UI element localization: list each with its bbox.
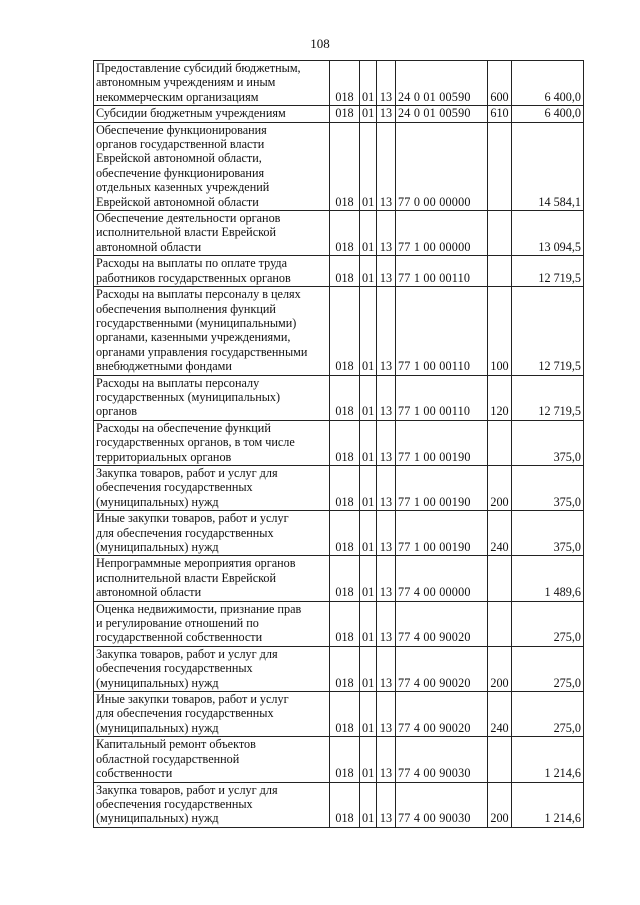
amount-cell: 6 400,0	[512, 61, 584, 106]
amount-cell: 375,0	[512, 465, 584, 510]
amount-cell: 275,0	[512, 601, 584, 646]
amount-cell: 13 094,5	[512, 211, 584, 256]
subsection-code-cell: 13	[377, 420, 396, 465]
target-article-cell: 77 4 00 90030	[396, 737, 488, 782]
section-code-cell: 01	[360, 287, 377, 375]
grbs-code-cell: 018	[330, 465, 360, 510]
expense-name-cell: Закупка товаров, работ и услуг для обеспечения государственных (муниципальных) нужд	[94, 465, 330, 510]
expense-type-cell: 120	[488, 375, 512, 420]
table-row	[94, 211, 584, 256]
expense-name-cell: Непрограммные мероприятия органов исполнительной власти Еврейской автономной области	[94, 556, 330, 601]
amount-cell: 12 719,5	[512, 375, 584, 420]
subsection-code-cell: 13	[377, 601, 396, 646]
target-article-cell: 77 4 00 90020	[396, 646, 488, 691]
expense-name-cell: Предоставление субсидий бюджетным, автономным учреждениям и иным некоммерческим организациям	[94, 61, 330, 106]
target-article-cell: 77 4 00 90020	[396, 601, 488, 646]
subsection-code-cell: 13	[377, 256, 396, 287]
section-code-cell: 01	[360, 646, 377, 691]
expense-name-cell: Субсидии бюджетным учреждениям	[94, 106, 330, 122]
grbs-code-cell: 018	[330, 556, 360, 601]
subsection-code-cell: 13	[377, 287, 396, 375]
grbs-code-cell: 018	[330, 122, 360, 210]
target-article-cell: 24 0 01 00590	[396, 106, 488, 122]
subsection-code-cell: 13	[377, 122, 396, 210]
amount-cell: 1 489,6	[512, 556, 584, 601]
section-code-cell: 01	[360, 511, 377, 556]
table-row	[94, 256, 584, 287]
grbs-code-cell: 018	[330, 211, 360, 256]
target-article-cell: 77 4 00 90020	[396, 692, 488, 737]
amount-cell: 275,0	[512, 692, 584, 737]
table-row	[94, 646, 584, 691]
expense-type-cell: 200	[488, 646, 512, 691]
expense-type-cell	[488, 420, 512, 465]
expense-name-cell: Обеспечение функционирования органов государственной власти Еврейской автономной области, обеспечение функционирования отдельных казенных учреждений Еврейской автономной области	[94, 122, 330, 210]
expense-name-cell: Закупка товаров, работ и услуг для обеспечения государственных (муниципальных) нужд	[94, 782, 330, 827]
expense-name-cell: Иные закупки товаров, работ и услуг для обеспечения государственных (муниципальных) нужд	[94, 692, 330, 737]
amount-cell: 275,0	[512, 646, 584, 691]
subsection-code-cell: 13	[377, 737, 396, 782]
section-code-cell: 01	[360, 122, 377, 210]
target-article-cell: 24 0 01 00590	[396, 61, 488, 106]
section-code-cell: 01	[360, 692, 377, 737]
amount-cell: 1 214,6	[512, 737, 584, 782]
target-article-cell: 77 4 00 90030	[396, 782, 488, 827]
target-article-cell: 77 1 00 00190	[396, 511, 488, 556]
expense-name-cell: Закупка товаров, работ и услуг для обеспечения государственных (муниципальных) нужд	[94, 646, 330, 691]
expense-name-cell: Оценка недвижимости, признание прав и регулирование отношений по государственной собственности	[94, 601, 330, 646]
section-code-cell: 01	[360, 465, 377, 510]
expense-name-cell: Иные закупки товаров, работ и услуг для обеспечения государственных (муниципальных) нужд	[94, 511, 330, 556]
grbs-code-cell: 018	[330, 692, 360, 737]
section-code-cell: 01	[360, 601, 377, 646]
table-row	[94, 375, 584, 420]
target-article-cell: 77 1 00 00110	[396, 287, 488, 375]
section-code-cell: 01	[360, 375, 377, 420]
expense-name-cell: Расходы на обеспечение функций государственных органов, в том числе территориальных органов	[94, 420, 330, 465]
table-row	[94, 420, 584, 465]
expense-type-cell	[488, 122, 512, 210]
grbs-code-cell: 018	[330, 256, 360, 287]
table-row	[94, 287, 584, 375]
target-article-cell: 77 1 00 00110	[396, 256, 488, 287]
expense-type-cell: 240	[488, 692, 512, 737]
subsection-code-cell: 13	[377, 465, 396, 510]
expense-type-cell	[488, 211, 512, 256]
grbs-code-cell: 018	[330, 782, 360, 827]
target-article-cell: 77 1 00 00110	[396, 375, 488, 420]
section-code-cell: 01	[360, 782, 377, 827]
expense-type-cell: 600	[488, 61, 512, 106]
table-row	[94, 692, 584, 737]
section-code-cell: 01	[360, 737, 377, 782]
expense-type-cell	[488, 556, 512, 601]
section-code-cell: 01	[360, 61, 377, 106]
amount-cell: 12 719,5	[512, 287, 584, 375]
subsection-code-cell: 13	[377, 375, 396, 420]
section-code-cell: 01	[360, 556, 377, 601]
grbs-code-cell: 018	[330, 287, 360, 375]
expense-type-cell: 610	[488, 106, 512, 122]
expense-type-cell	[488, 737, 512, 782]
section-code-cell: 01	[360, 106, 377, 122]
amount-cell: 14 584,1	[512, 122, 584, 210]
budget-table	[93, 60, 584, 828]
expense-name-cell: Расходы на выплаты персоналу в целях обеспечения выполнения функций государственными (муниципальными) органами, казенными учреждениями, органами управления государственными внебюджетными фондами	[94, 287, 330, 375]
table-row	[94, 737, 584, 782]
subsection-code-cell: 13	[377, 61, 396, 106]
subsection-code-cell: 13	[377, 511, 396, 556]
grbs-code-cell: 018	[330, 737, 360, 782]
amount-cell: 375,0	[512, 511, 584, 556]
table-row	[94, 106, 584, 122]
expense-name-cell: Расходы на выплаты персоналу государственных (муниципальных) органов	[94, 375, 330, 420]
table-row	[94, 465, 584, 510]
section-code-cell: 01	[360, 256, 377, 287]
grbs-code-cell: 018	[330, 420, 360, 465]
budget-table-body	[94, 61, 584, 828]
target-article-cell: 77 1 00 00000	[396, 211, 488, 256]
amount-cell: 12 719,5	[512, 256, 584, 287]
grbs-code-cell: 018	[330, 375, 360, 420]
expense-name-cell: Капитальный ремонт объектов областной государственной собственности	[94, 737, 330, 782]
page-number: 108	[310, 36, 330, 51]
subsection-code-cell: 13	[377, 782, 396, 827]
expense-name-cell: Расходы на выплаты по оплате труда работников государственных органов	[94, 256, 330, 287]
grbs-code-cell: 018	[330, 601, 360, 646]
grbs-code-cell: 018	[330, 646, 360, 691]
target-article-cell: 77 1 00 00190	[396, 420, 488, 465]
table-row	[94, 61, 584, 106]
grbs-code-cell: 018	[330, 511, 360, 556]
expense-type-cell	[488, 256, 512, 287]
target-article-cell: 77 4 00 00000	[396, 556, 488, 601]
amount-cell: 6 400,0	[512, 106, 584, 122]
subsection-code-cell: 13	[377, 556, 396, 601]
expense-name-cell: Обеспечение деятельности органов исполнительной власти Еврейской автономной области	[94, 211, 330, 256]
table-row	[94, 601, 584, 646]
table-row	[94, 556, 584, 601]
subsection-code-cell: 13	[377, 646, 396, 691]
subsection-code-cell: 13	[377, 211, 396, 256]
subsection-code-cell: 13	[377, 106, 396, 122]
amount-cell: 1 214,6	[512, 782, 584, 827]
expense-type-cell: 240	[488, 511, 512, 556]
expense-type-cell: 100	[488, 287, 512, 375]
table-row	[94, 511, 584, 556]
target-article-cell: 77 0 00 00000	[396, 122, 488, 210]
section-code-cell: 01	[360, 420, 377, 465]
grbs-code-cell: 018	[330, 61, 360, 106]
target-article-cell: 77 1 00 00190	[396, 465, 488, 510]
expense-type-cell	[488, 601, 512, 646]
amount-cell: 375,0	[512, 420, 584, 465]
table-row	[94, 782, 584, 827]
expense-type-cell: 200	[488, 782, 512, 827]
table-row	[94, 122, 584, 210]
section-code-cell: 01	[360, 211, 377, 256]
expense-type-cell: 200	[488, 465, 512, 510]
grbs-code-cell: 018	[330, 106, 360, 122]
subsection-code-cell: 13	[377, 692, 396, 737]
